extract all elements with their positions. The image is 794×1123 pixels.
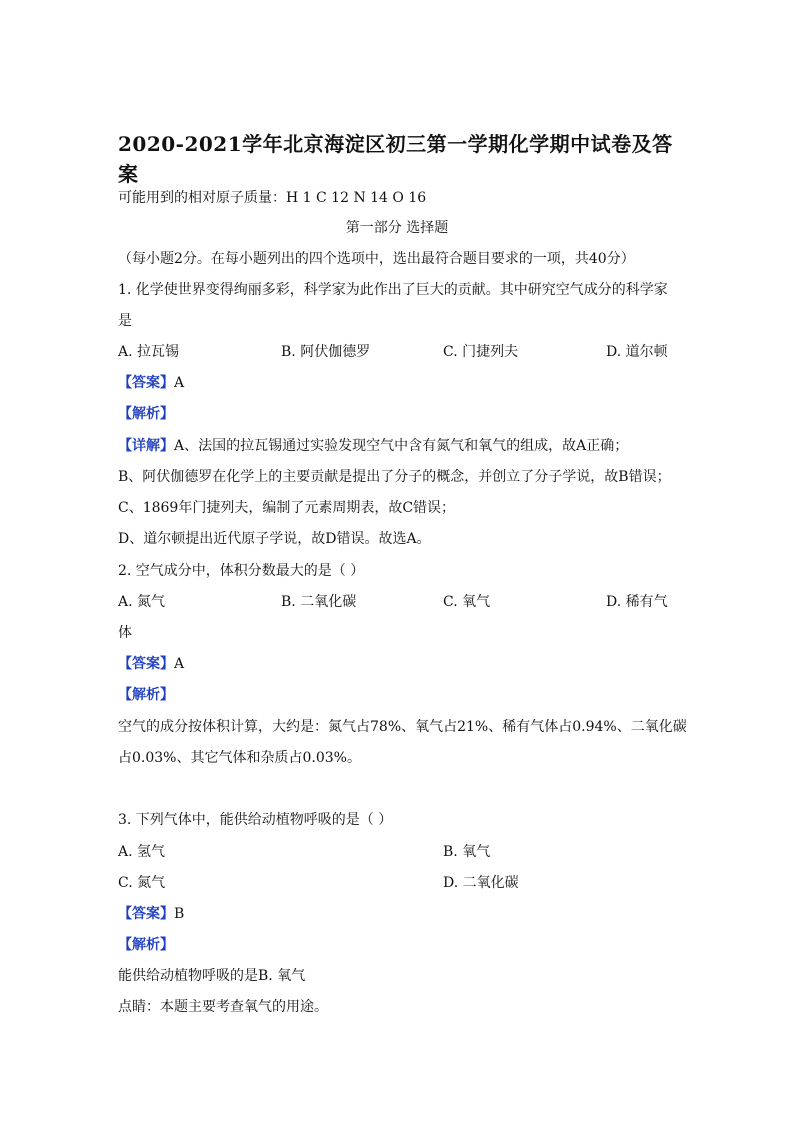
page-title-line1: 2020-2021学年北京海淀区初三第一学期化学期中试卷及答 <box>118 132 673 156</box>
q1-detail-line2: B、阿伏伽德罗在化学上的主要贡献是提出了分子的概念，并创立了分子学说，故B错误； <box>118 469 671 485</box>
q3-analysis-tag <box>118 935 174 955</box>
answer-tag: 【答案】 <box>118 656 174 672</box>
q2-option-d-wrap: 体 <box>118 625 132 641</box>
q3-analysis-line1: 能供给动植物呼吸的是B. 氧气 <box>118 968 306 984</box>
detail-text: A、法国的拉瓦锡通过实验发现空气中含有氮气和氧气的组成，故A正确； <box>174 438 629 454</box>
q1-analysis-tag <box>118 404 174 424</box>
q3-stem: 3. 下列气体中，能供给动植物呼吸的是（ ） <box>118 812 393 828</box>
analysis-tag: 【解析】 <box>118 687 174 703</box>
q1-stem-line1: 1. 化学使世界变得绚丽多彩，科学家为此作出了巨大的贡献。其中研究空气成分的科学家 <box>118 282 668 298</box>
q2-stem: 2. 空气成分中，体积分数最大的是（ ） <box>118 563 365 579</box>
q2-option-d: D. 稀有气 <box>606 594 668 610</box>
answer-value: A <box>174 375 185 391</box>
q3-option-b: B. 氧气 <box>443 844 491 860</box>
q1-detail-line3: C、1869年门捷列夫，编制了元素周期表，故C错误； <box>118 500 456 516</box>
answer-tag: 【答案】 <box>118 375 174 391</box>
q1-stem-line2: 是 <box>118 313 132 329</box>
q1-answer <box>118 373 184 393</box>
q1-option-d: D. 道尔顿 <box>606 344 668 360</box>
q1-detail-line4: D、道尔顿提出近代原子学说，故D错误。故选A。 <box>118 531 431 547</box>
answer-value: B <box>174 906 185 922</box>
q1-option-b: B. 阿伏伽德罗 <box>281 344 371 360</box>
q1-detail-line1 <box>118 436 628 456</box>
q3-answer <box>118 904 184 924</box>
answer-value: A <box>174 656 185 672</box>
answer-tag: 【答案】 <box>118 906 174 922</box>
detail-tag: 【详解】 <box>118 438 174 454</box>
q3-option-c: C. 氮气 <box>118 875 166 891</box>
analysis-tag: 【解析】 <box>118 406 174 422</box>
q3-analysis-line2: 点睛：本题主要考查氧气的用途。 <box>118 999 328 1015</box>
atomic-mass-note: 可能用到的相对原子质量：H 1 C 12 N 14 O 16 <box>118 190 427 206</box>
q3-option-a: A. 氢气 <box>118 844 166 860</box>
q2-answer <box>118 654 184 674</box>
q2-option-c: C. 氧气 <box>443 594 491 610</box>
part1-instructions: （每小题2分。在每小题列出的四个选项中，选出最符合题目要求的一项，共40分） <box>118 251 635 267</box>
q1-option-c: C. 门捷列夫 <box>443 344 519 360</box>
q2-analysis-tag <box>118 685 174 705</box>
analysis-tag: 【解析】 <box>118 937 174 953</box>
q3-option-d: D. 二氧化碳 <box>443 875 519 891</box>
page-title-line2: 案 <box>118 162 139 186</box>
q2-analysis-line2: 占0.03%、其它气体和杂质占0.03%。 <box>118 750 361 766</box>
q2-option-a: A. 氮气 <box>118 594 166 610</box>
q1-option-a: A. 拉瓦锡 <box>118 344 180 360</box>
q2-analysis-line1: 空气的成分按体积计算，大约是：氮气占78%、氧气占21%、稀有气体占0.94%、二氧化碳 <box>118 719 687 735</box>
q2-option-b: B. 二氧化碳 <box>281 594 357 610</box>
part1-heading: 第一部分 选择题 <box>345 220 449 236</box>
